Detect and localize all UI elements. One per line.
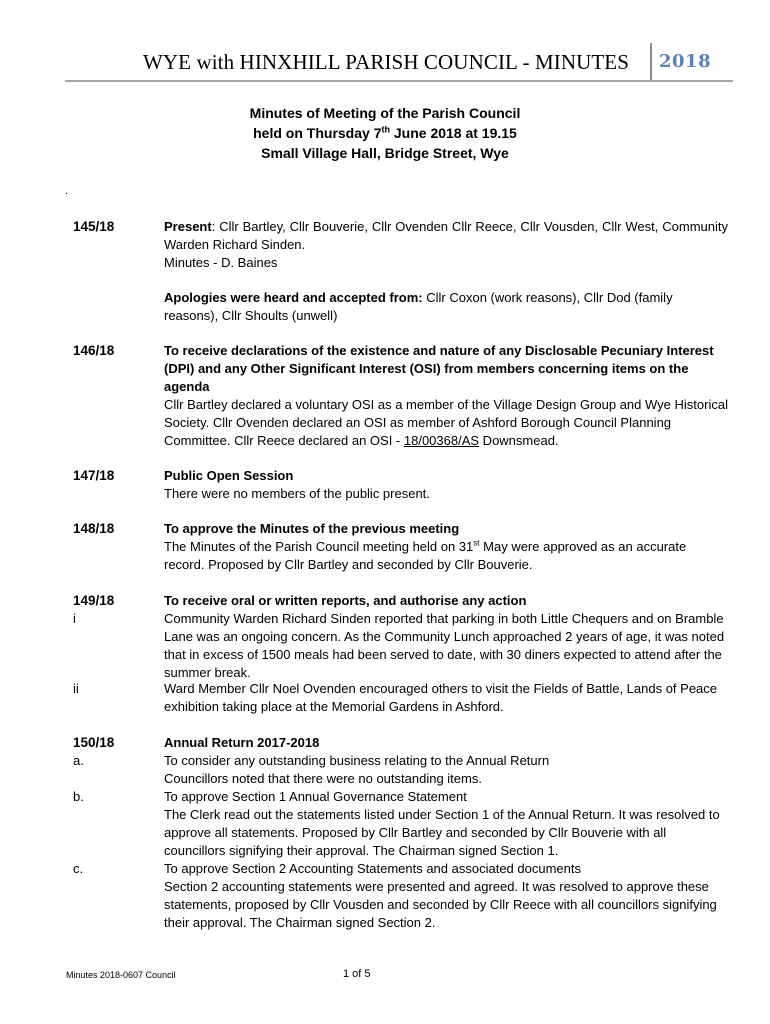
minute-number: 149/18 — [73, 593, 115, 608]
heading-line-1: Minutes of Meeting of the Parish Council — [249, 105, 521, 121]
minute-title: Annual Return 2017-2018 — [164, 735, 320, 750]
minute-text: Cllr Bartley declared a voluntary OSI as a member of the Village Design Group and Wye Historical Society. Cllr Ovenden declared an OSI as member of Ashford Borough Council Planning Committee. Cllr Reece declared an OSI - 18/00368/AS Downsmead. — [164, 397, 728, 448]
minute-text: There were no members of the public present. — [164, 486, 430, 501]
heading-line-2: held on Thursday 7th June 2018 at 19.15 — [253, 124, 517, 141]
apologies-text: Apologies were heard and accepted from: Cllr Coxon (work reasons), Cllr Dod (family reasons), Cllr Shoults (unwell) — [164, 290, 673, 323]
minute-number: 148/18 — [73, 521, 115, 536]
sub-item-text: To approve Section 2 Accounting Statements and associated documents Section 2 accounting statements were presented and agreed. It was resolved to approve these statements, proposed by Cllr Vousden and seconded by Cllr Reece with all councillors signifying their approval. The Chairman signed Section 2. — [164, 861, 717, 930]
minute-number: 150/18 — [73, 735, 115, 750]
sub-item-text: Community Warden Richard Sinden reported that parking in both Little Chequers and on Bramble Lane was an ongoing concern. As the Community Lunch approached 2 years of age, it was noted that in excess of 1500 meals had been served to date, with 30 diners expected to attend after the summer break. — [164, 611, 725, 680]
planning-reference: 18/00368/AS — [403, 433, 480, 448]
header-rule — [65, 80, 733, 82]
sub-item-text: To consider any outstanding business relating to the Annual Return Councillors noted that there were no outstanding items. — [164, 753, 550, 786]
sub-item-label: ii — [73, 681, 79, 696]
minute-title: Public Open Session — [164, 468, 294, 483]
minute-number: 147/18 — [73, 468, 115, 483]
minute-number: 146/18 — [73, 343, 115, 358]
header-divider — [650, 43, 652, 81]
meeting-heading — [0, 103, 770, 163]
header-year: 2018 — [659, 51, 712, 72]
minute-number: 145/18 — [73, 219, 115, 234]
sub-item-text: Ward Member Cllr Noel Ovenden encouraged others to visit the Fields of Battle, Lands of Peace exhibition taking place at the Memorial Gardens in Ashford. — [164, 681, 718, 714]
sub-item-label: a. — [73, 753, 84, 768]
sub-item-label: b. — [73, 789, 84, 804]
minute-title: To receive declarations of the existence and nature of any Disclosable Pecuniary Interest (DPI) and any Other Significant Interest (OSI) from members concerning items on the agenda — [164, 343, 714, 394]
footer-doc-reference: Minutes 2018-0607 Council — [66, 970, 176, 980]
minute-title: To receive oral or written reports, and authorise any action — [164, 593, 527, 608]
minutes-taker: Minutes - D. Baines — [164, 255, 278, 270]
present-text: Present: Cllr Bartley, Cllr Bouverie, Cllr Ovenden Cllr Reece, Cllr Vousden, Cllr West, Community Warden Richard Sinden. — [164, 219, 728, 252]
minute-text: The Minutes of the Parish Council meeting held on 31st May were approved as an accurate record. Proposed by Cllr Bartley and seconded by Cllr Bouverie. — [164, 538, 687, 572]
sub-item-label: i — [73, 611, 76, 626]
document-header-title: WYE with HINXHILL PARISH COUNCIL - MINUTES — [143, 50, 630, 74]
sub-item-label: c. — [73, 861, 84, 876]
minute-title: To approve the Minutes of the previous meeting — [164, 521, 460, 536]
stray-dot: . — [65, 183, 69, 197]
sub-item-text: To approve Section 1 Annual Governance Statement The Clerk read out the statements listed under Section 1 of the Annual Return. It was resolved to approve all statements. Proposed by Cllr Bartley and seconded by Cllr Bouverie with all councillors signifying their approval. The Chairman signed Section 1. — [164, 789, 720, 858]
footer-page-number: 1 of 5 — [343, 968, 371, 980]
heading-line-3: Small Village Hall, Bridge Street, Wye — [261, 145, 509, 161]
